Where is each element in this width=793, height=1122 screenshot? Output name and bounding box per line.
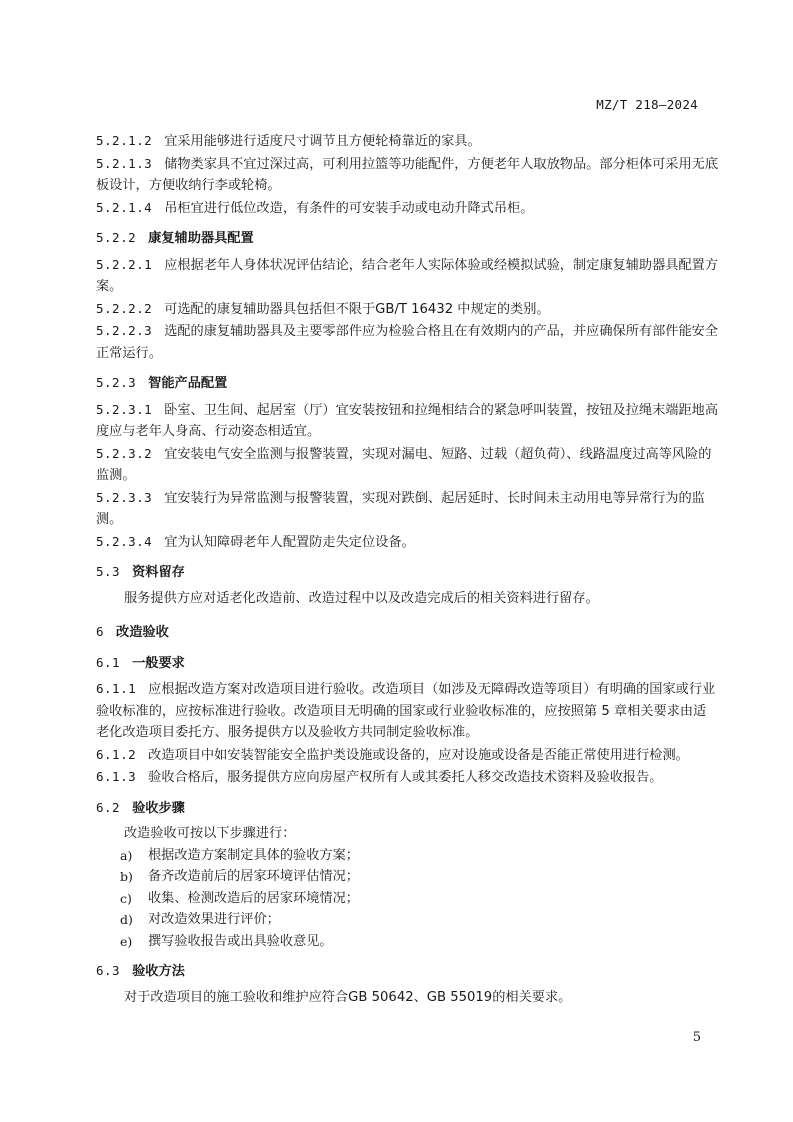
clause-5-2-3-3: 5.2.3.3 宜安装行为异常监测与报警装置，实现对跌倒、起居延时、长时间未主动用电等异常行为的监测。 (96, 489, 705, 527)
clause-6-1-2: 6.1.2 改造项目中如安装智能安全监护类设施或设备的，应对设施或设备是否能正常使用进行检测。 (96, 746, 689, 763)
clause-5-2-1-4: 5.2.1.4 吊柜宜进行低位改造，有条件的可安装手动或电动升降式吊柜。 (96, 199, 534, 216)
clause-5-2-3-1: 5.2.3.1 卧室、卫生间、起居室（厅）宜安装按钮和拉绳相结合的紧急呼叫装置，按钮及拉绳末端距地高度应与老年人身高、行动姿态相适宜。 (96, 401, 719, 439)
clause-5-2-1-2: 5.2.1.2 宜采用能够进行适度尺寸调节且方便轮椅靠近的家具。 (96, 133, 481, 149)
page-number: 5 (692, 1030, 701, 1045)
standard-code: MZ/T 218—2024 (596, 97, 698, 112)
heading-6-3: 6.3 验收方法 (96, 963, 185, 979)
clause-6-1-3: 6.1.3 验收合格后，服务提供方应向房屋产权所有人或其委托人移交改造技术资料及验收报告。 (96, 769, 663, 785)
clause-5-2-2-2: 5.2.2.2 可选配的康复辅助器具包括但不限于GB/T 16432 中规定的类别。 (96, 300, 550, 317)
paragraph-5-3: 服务提供方应对适老化改造前、改造过程中以及改造完成后的相关资料进行留存。 (124, 590, 599, 606)
list-item: c) 收集、检测改造后的居家环境情况； (120, 890, 359, 906)
clause-5-2-2-3: 5.2.2.3 选配的康复辅助器具及主要零部件应为检验合格且在有效期内的产品，并应确保所有部件能安全正常运行。 (96, 323, 719, 361)
heading-6-1: 6.1 一般要求 (96, 654, 185, 671)
heading-5-2-3: 5.2.3 智能产品配置 (96, 375, 228, 391)
heading-5-2-2: 5.2.2 康复辅助器具配置 (96, 230, 254, 246)
paragraph-6-2-intro: 改造验收可按以下步骤进行： (124, 826, 296, 841)
clause-6-1-1: 6.1.1 应根据改造方案对改造项目进行验收。改造项目（如涉及无障碍改造等项目）有明确的国家或行业验收标准的，应按标准进行验收。改造项目无明确的国家或行业验收标准的，应按照第 5 章相关要求由适老化改造项目委托方、服务提供方以及验收方共同制定验收标准。 (96, 681, 716, 740)
list-item: e) 撰写验收报告或出具验收意见。 (120, 933, 333, 949)
list-item: b) 备齐改造前后的居家环境评估情况； (120, 869, 359, 884)
clause-5-2-1-3: 5.2.1.3 储物类家具不宜过深过高，可利用拉篮等功能配件，方便老年人取放物品。部分柜体可采用无底板设计，方便收纳行李或轮椅。 (96, 155, 719, 193)
list-item: a) 根据改造方案制定具体的验收方案； (120, 847, 359, 863)
heading-6: 6 改造验收 (96, 624, 169, 640)
clause-5-2-3-2: 5.2.3.2 宜安装电气安全监测与报警装置，实现对漏电、短路、过载（超负荷）、线路温度过高等风险的监测。 (96, 445, 712, 483)
list-item: d) 对改造效果进行评价； (120, 912, 280, 927)
clause-5-2-2-1: 5.2.2.1 应根据老年人身体状况评估结论，结合老年人实际体验或经模拟试验，制定康复辅助器具配置方案。 (96, 256, 719, 294)
clause-5-2-3-4: 5.2.3.4 宜为认知障碍老年人配置防走失定位设备。 (96, 533, 415, 550)
page-content (96, 130, 719, 1008)
paragraph-6-3: 对于改造项目的施工验收和维护应符合GB 50642、GB 55019的相关要求。 (124, 989, 572, 1005)
heading-6-2: 6.2 验收步骤 (96, 799, 185, 816)
heading-5-3: 5.3 资料留存 (96, 564, 185, 580)
